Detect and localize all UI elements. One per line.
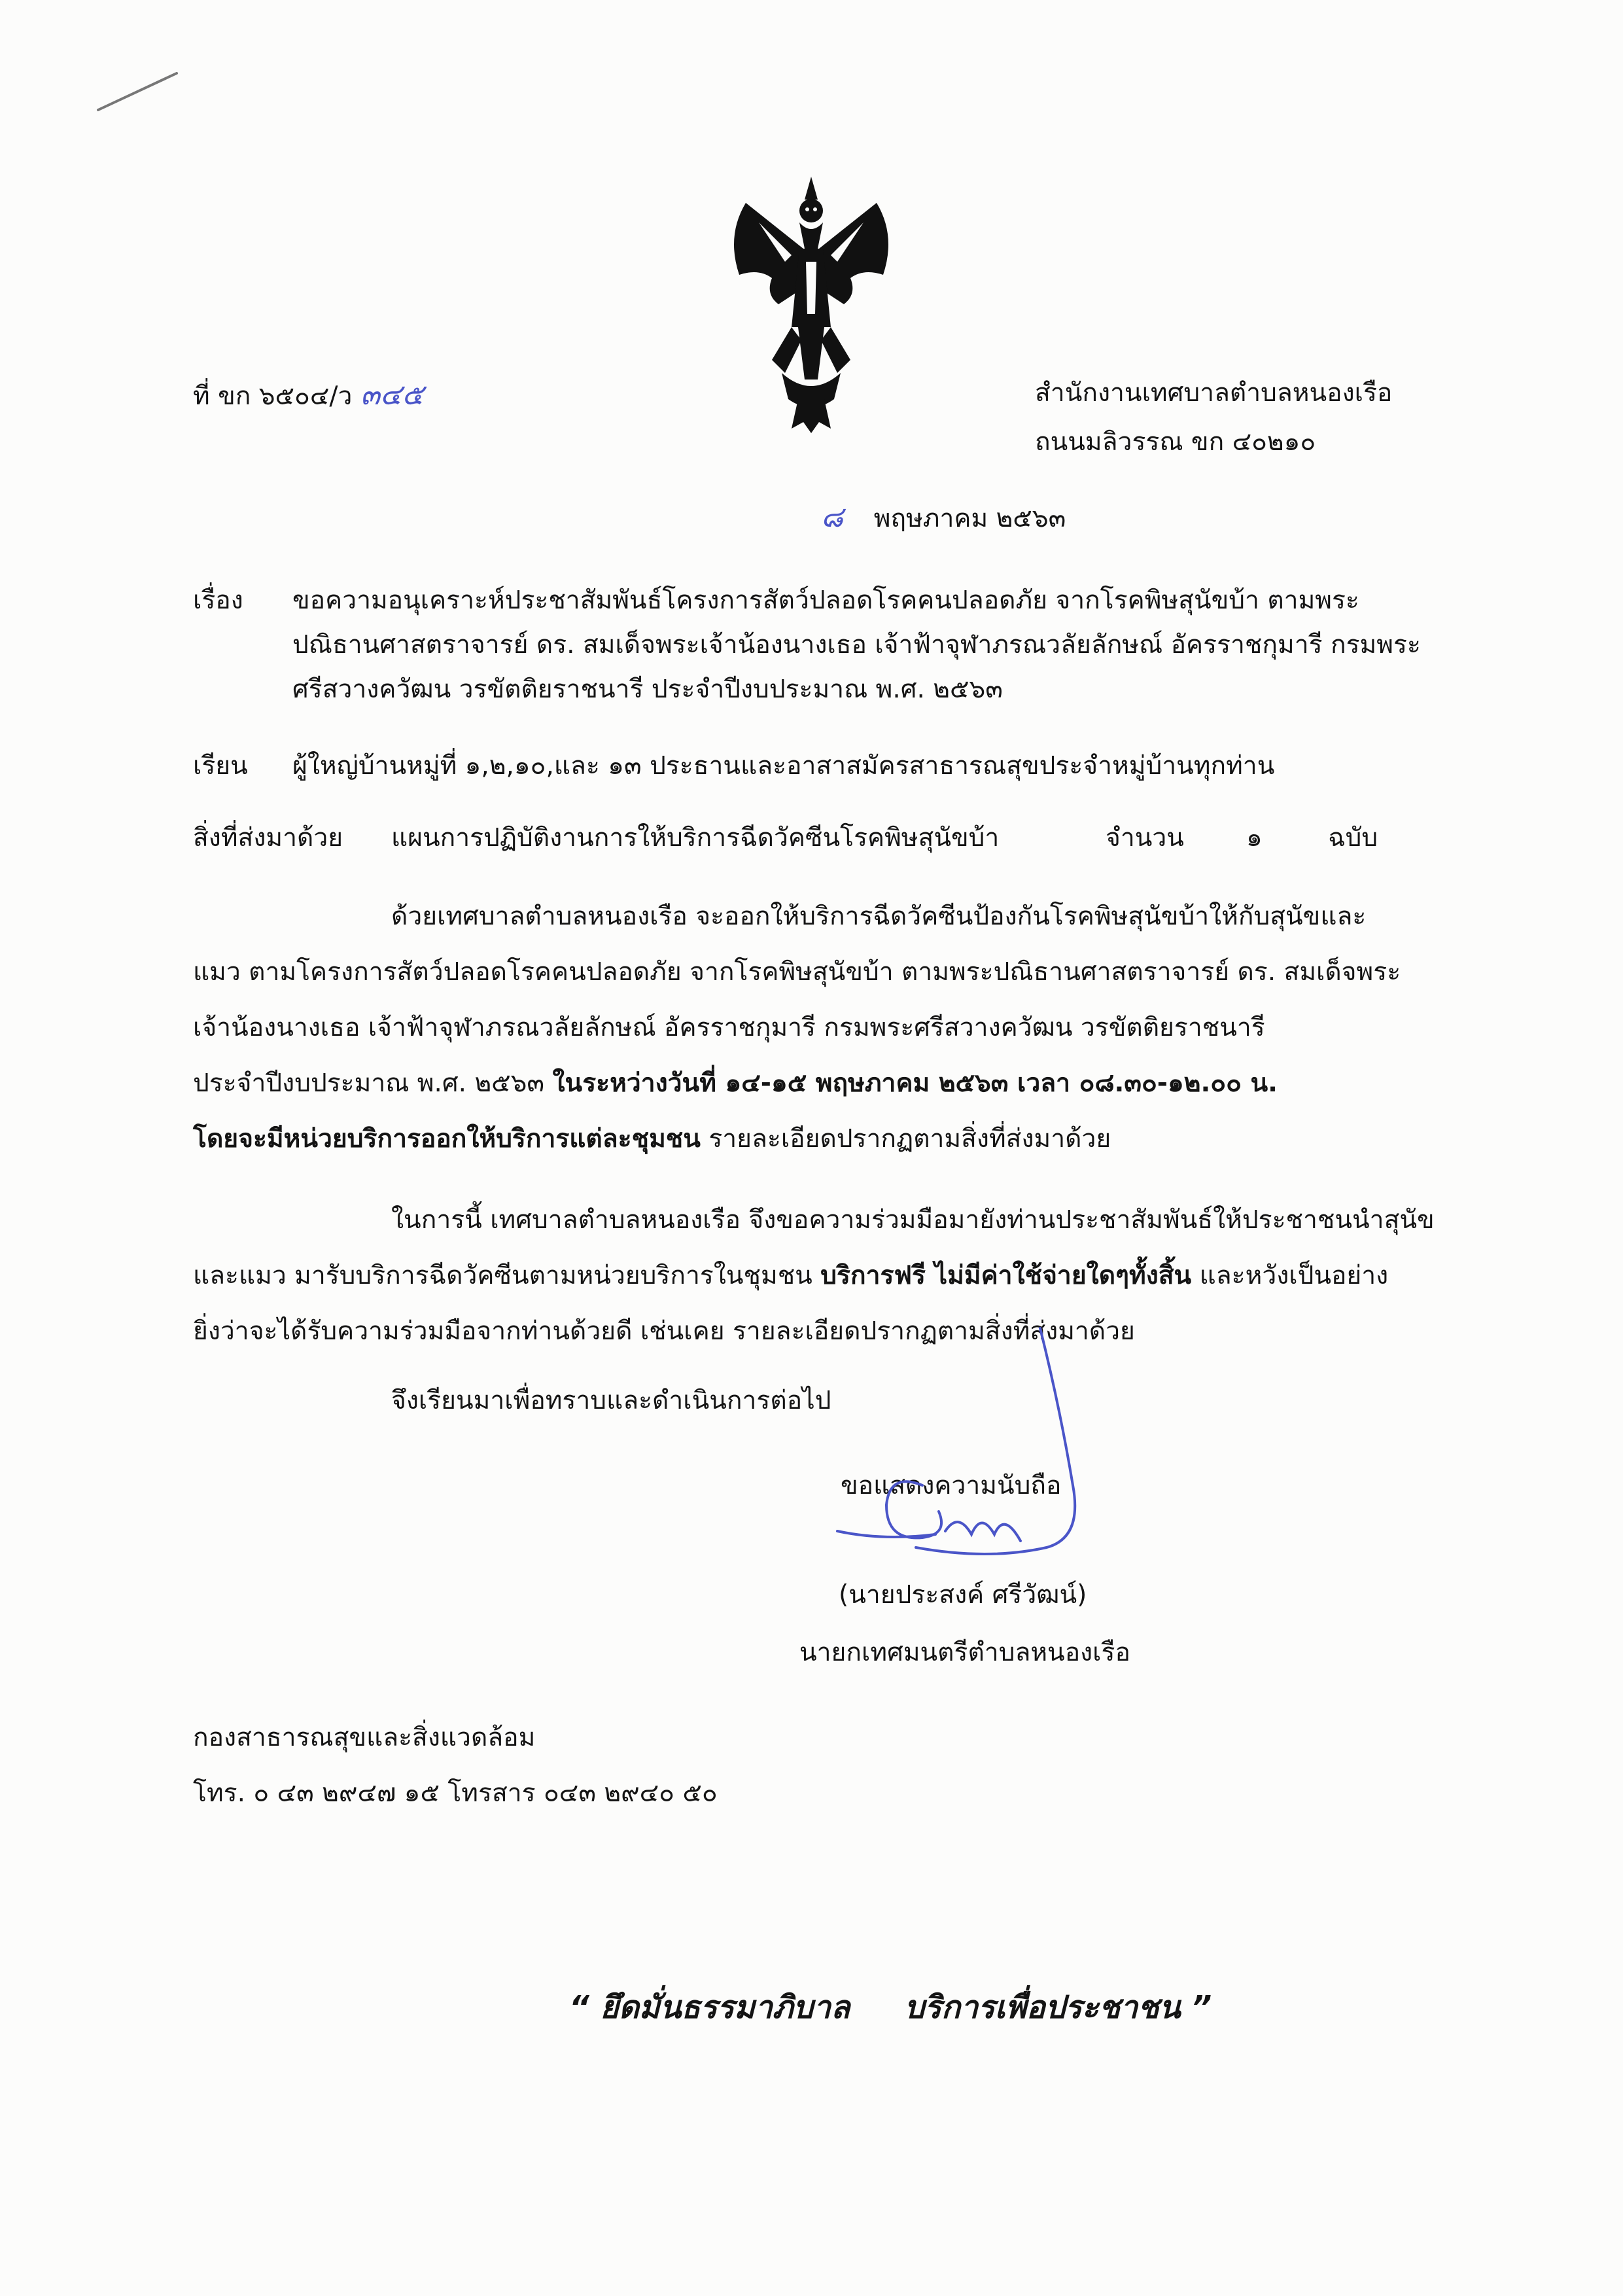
pen-mark <box>92 65 183 118</box>
service-unit-note: โดยจะมีหน่วยบริการออกให้บริการแต่ละชุมชน <box>193 1124 701 1154</box>
reference-label: ที่ ขก ๖๕๐๔/ว <box>193 381 353 411</box>
reference-handwritten-number: ๓๔๕ <box>360 378 424 412</box>
signature-scribble <box>824 1315 1112 1590</box>
para2-line-2-end: และหวังเป็นอย่าง <box>1199 1261 1389 1290</box>
date-month-year: พฤษภาคม ๒๕๖๓ <box>873 504 1066 533</box>
signer-name: (นายประสงค์ ศรีวัฒน์) <box>839 1580 1087 1610</box>
motto-part-1: “ ยึดมั่นธรรมาภิบาล <box>569 1989 850 2026</box>
enclosure-label: สิ่งที่ส่งมาด้วย <box>193 823 343 853</box>
details-note: รายละเอียดปรากฏตามสิ่งที่ส่งมาด้วย <box>708 1124 1111 1154</box>
subject-line-3: ศรีสวางควัฒน วรขัตติยราชนารี ประจำปีงบประมาณ พ.ศ. ๒๕๖๓ <box>292 675 1003 704</box>
signer-position: นายกเทศมนตรีตำบลหนองเรือ <box>799 1638 1130 1667</box>
office-address: ถนนมลิวรรณ ขก ๔๐๒๑๐ <box>1035 427 1316 457</box>
para2-line-2 <box>193 1261 1388 1292</box>
reference-number <box>193 378 424 413</box>
enclosure-text: แผนการปฏิบัติงานการให้บริการฉีดวัคซีนโรคพิษสุนัขบ้า <box>391 823 1000 853</box>
para2-line-1: ในการนี้ เทศบาลตำบลหนองเรือ จึงขอความร่วมมือมายังท่านประชาสัมพันธ์ให้ประชาชนนำสุนัข <box>391 1205 1435 1235</box>
para1-line-2: แมว ตามโครงการสัตว์ปลอดโรคคนปลอดภัย จากโรคพิษสุนัขบ้า ตามพระปณิธานศาสตราจารย์ ดร. สมเด็จพระ <box>193 957 1401 987</box>
para1-line-1: ด้วยเทศบาลตำบลหนองเรือ จะออกให้บริการฉีดวัคซีนป้องกันโรคพิษสุนัขบ้าให้กับสุนัขและ <box>391 902 1367 931</box>
fiscal-year-text: ประจำปีงบประมาณ พ.ศ. ๒๕๖๓ <box>193 1069 545 1098</box>
subject-line-1: ขอความอนุเคราะห์ประชาสัมพันธ์โครงการสัตว์ปลอดโรคคนปลอดภัย จากโรคพิษสุนัขบ้า ตามพระ <box>292 586 1359 615</box>
salutation: ขอแสดงความนับถือ <box>841 1471 1062 1500</box>
date-day-handwritten: ๘ <box>821 501 843 534</box>
motto-part-2: บริการเพื่อประชาชน ” <box>904 1989 1212 2026</box>
enclosure-count: ๑ <box>1246 823 1263 853</box>
recipient-text: ผู้ใหญ่บ้านหมู่ที่ ๑,๒,๑๐,และ ๑๓ ประธานและอาสาสมัครสาธารณสุขประจำหมู่บ้านทุกท่าน <box>292 751 1275 781</box>
recipient-label: เรียน <box>193 751 248 781</box>
enclosure-unit: ฉบับ <box>1328 823 1378 853</box>
para1-line-5 <box>193 1124 1111 1155</box>
garuda-emblem-icon <box>720 164 903 438</box>
contact-numbers: โทร. ๐ ๔๓ ๒๙๔๗ ๑๕ โทรสาร ๐๔๓ ๒๙๔๐ ๕๐ <box>193 1778 718 1808</box>
para2-line-2-start: และแมว มารับบริการฉีดวัคซีนตามหน่วยบริการในชุมชน <box>193 1261 812 1290</box>
free-service-note: บริการฟรี ไม่มีค่าใช้จ่ายใดๆทั้งสิ้น <box>820 1261 1192 1290</box>
motto <box>569 1983 1212 2032</box>
subject-label: เรื่อง <box>193 586 243 615</box>
para1-line-4 <box>193 1069 1278 1099</box>
enclosure-count-label: จำนวน <box>1106 823 1184 853</box>
subject-line-2: ปณิธานศาสตราจารย์ ดร. สมเด็จพระเจ้าน้องนางเธอ เจ้าฟ้าจุฬาภรณวลัยลักษณ์ อัครราชกุมารี กรมพระ <box>292 630 1421 660</box>
office-name: สำนักงานเทศบาลตำบลหนองเรือ <box>1035 378 1393 408</box>
para2-line-3: ยิ่งว่าจะได้รับความร่วมมือจากท่านด้วยดี เช่นเคย รายละเอียดปรากฏตามสิ่งที่ส่งมาด้วย <box>193 1316 1135 1346</box>
para1-line-3: เจ้าน้องนางเธอ เจ้าฟ้าจุฬาภรณวลัยลักษณ์ อัครราชกุมารี กรมพระศรีสวางควัฒน วรขัตติยราชนารี <box>193 1013 1265 1042</box>
closing-request: จึงเรียนมาเพื่อทราบและดำเนินการต่อไป <box>391 1386 831 1415</box>
department-name: กองสาธารณสุขและสิ่งแวดล้อม <box>193 1723 536 1752</box>
service-date-time: ในระหว่างวันที่ ๑๔-๑๕ พฤษภาคม ๒๕๖๓ เวลา ๐๘.๓๐-๑๒.๐๐ น. <box>552 1069 1278 1098</box>
letter-date <box>821 501 1066 535</box>
